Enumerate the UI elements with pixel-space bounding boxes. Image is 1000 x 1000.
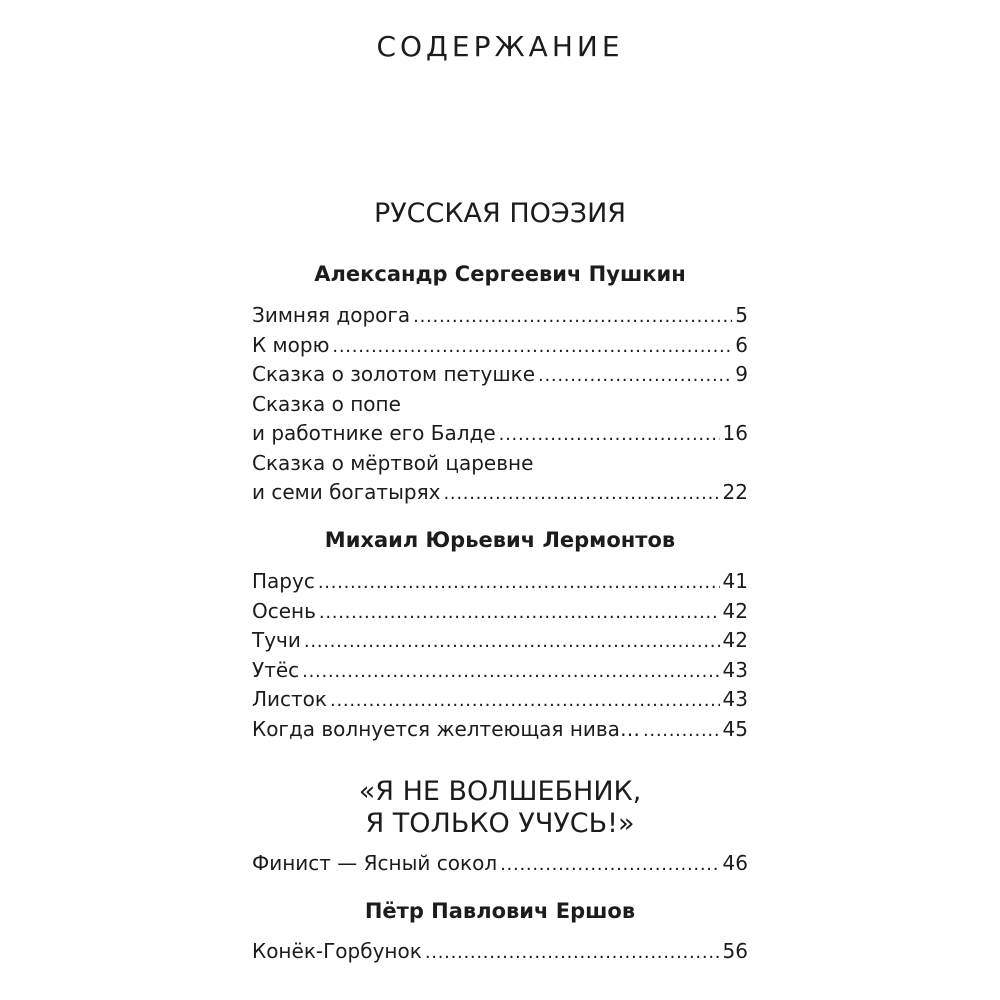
toc-entry[interactable] <box>252 715 748 745</box>
toc-entry-page: 43 <box>722 657 748 682</box>
toc-list-section-2 <box>252 849 748 879</box>
dot-leader <box>330 685 720 716</box>
toc-entry-page: 43 <box>722 687 748 711</box>
toc-entry-title: Когда волнуется желтеющая нива… <box>252 716 640 741</box>
dot-leader <box>332 331 732 362</box>
toc-entry-page: 6 <box>735 332 748 357</box>
dot-leader <box>425 937 720 968</box>
toc-entry-title: и работнике его Балде <box>252 421 496 445</box>
toc-entry-page: 41 <box>722 569 748 593</box>
toc-entry-page: 56 <box>722 939 748 963</box>
toc-entry[interactable] <box>252 626 748 656</box>
dot-leader <box>443 478 719 509</box>
toc-entry[interactable] <box>252 360 748 390</box>
author-lermontov: Михаил Юрьевич Лермонтов <box>324 528 676 552</box>
toc-entry-title: Осень <box>252 598 316 623</box>
toc-entry[interactable] <box>252 937 748 967</box>
toc-entry[interactable] <box>252 419 748 449</box>
toc-entry[interactable] <box>252 597 748 627</box>
dot-leader <box>413 301 732 332</box>
toc-list-lermontov <box>252 567 748 744</box>
toc-entry-page: 9 <box>735 362 748 386</box>
toc-entry-page: 42 <box>722 628 748 652</box>
author-pushkin: Александр Сергеевич Пушкин <box>314 262 686 286</box>
toc-entry-page: 42 <box>722 598 748 623</box>
toc-entry-page: 16 <box>722 421 748 445</box>
toc-list-ershov <box>252 937 748 967</box>
dot-leader <box>499 419 720 450</box>
dot-leader <box>302 656 719 687</box>
toc-entry[interactable] <box>252 849 748 879</box>
toc-entry-first-line[interactable]: Сказка о мёртвой царевне <box>252 450 534 475</box>
toc-entry-page: 5 <box>735 303 748 327</box>
toc-entry-title: Тучи <box>252 628 301 652</box>
toc-entry-page: 22 <box>722 480 748 504</box>
toc-entry-title: Сказка о золотом петушке <box>252 362 535 386</box>
toc-entry-title: Парус <box>252 569 315 593</box>
dot-leader <box>304 626 720 657</box>
dot-leader <box>318 567 720 598</box>
section-title-not-a-wizard <box>0 776 1000 840</box>
toc-entry-first-line[interactable]: Сказка о попе <box>252 391 401 416</box>
dot-leader <box>643 715 720 746</box>
toc-entry[interactable] <box>252 567 748 597</box>
toc-entry-title: Финист — Ясный сокол <box>252 851 498 875</box>
toc-entry[interactable] <box>252 685 748 715</box>
toc-entry-title: Листок <box>252 687 327 711</box>
toc-list-pushkin <box>252 301 748 508</box>
section-title-line-1: «Я НЕ ВОЛШЕБНИК, <box>358 776 642 807</box>
toc-entry[interactable] <box>252 478 748 508</box>
toc-entry-title: и семи богатырях <box>252 480 441 504</box>
toc-entry-page: 46 <box>722 851 748 875</box>
section-title-line-2: Я ТОЛЬКО УЧУСЬ!» <box>365 808 635 839</box>
section-title-russian-poetry: РУССКАЯ ПОЭЗИЯ <box>373 198 627 229</box>
dot-leader <box>538 360 732 391</box>
toc-entry[interactable] <box>252 331 748 361</box>
toc-entry-title: Конёк-Горбунок <box>252 939 422 963</box>
toc-entry-title: К морю <box>252 332 330 357</box>
toc-entry-page: 45 <box>722 716 748 741</box>
dot-leader <box>319 597 720 628</box>
author-ershov: Пётр Павлович Ершов <box>364 899 636 923</box>
toc-entry[interactable] <box>252 301 748 331</box>
toc-entry-title: Утёс <box>252 657 300 682</box>
dot-leader <box>500 849 719 880</box>
toc-entry-title: Зимняя дорога <box>252 303 411 327</box>
page-title: СОДЕРЖАНИЕ <box>376 30 624 63</box>
toc-entry[interactable] <box>252 656 748 686</box>
